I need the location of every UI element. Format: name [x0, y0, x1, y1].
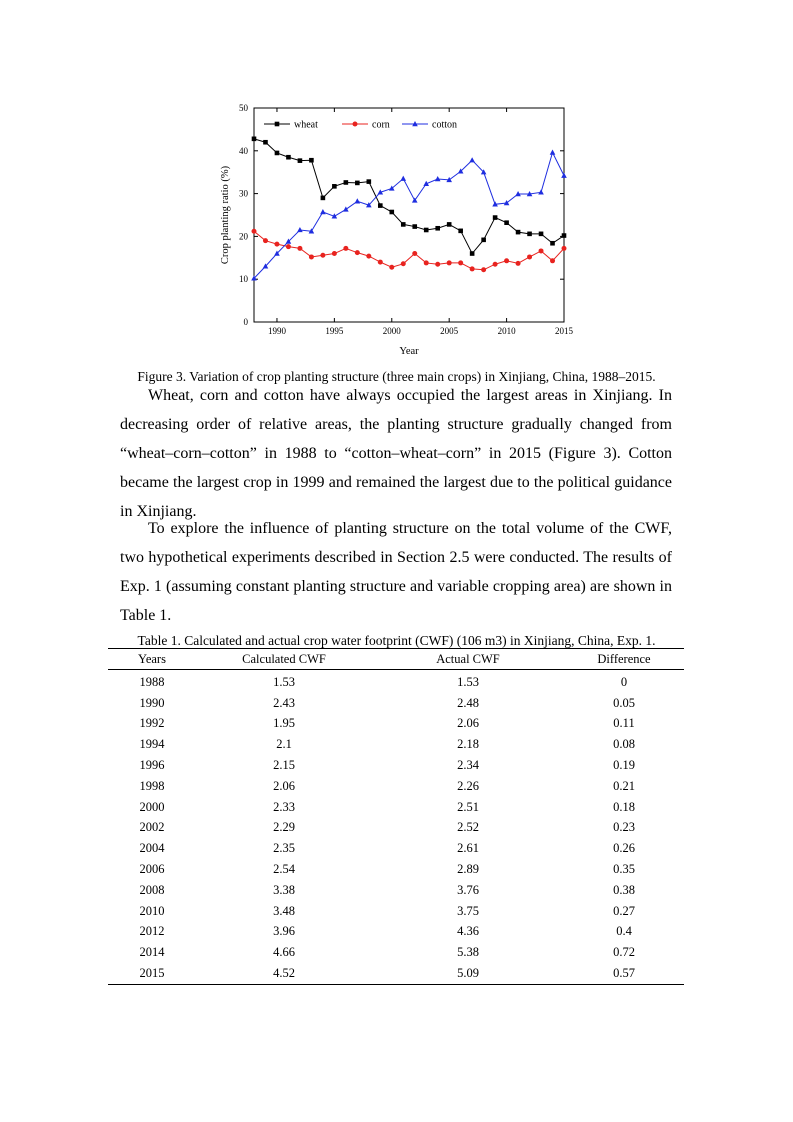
- x-tick-label: 2010: [497, 326, 516, 336]
- table-row: [108, 880, 684, 901]
- data-point-wheat: [458, 229, 463, 234]
- cell-difference: 0.4: [616, 924, 632, 939]
- cell-actual-cwf: 2.51: [457, 799, 479, 814]
- data-point-corn: [297, 246, 302, 251]
- data-point-corn: [332, 251, 337, 256]
- y-tick-label: 40: [239, 145, 248, 156]
- x-axis-label: Year: [399, 346, 419, 357]
- table-row: [108, 776, 684, 797]
- data-point-corn: [424, 260, 429, 265]
- legend: [264, 120, 457, 131]
- series-corn: [252, 229, 567, 273]
- cell-year: 1994: [139, 737, 165, 752]
- data-point-cotton: [343, 206, 349, 211]
- data-point-wheat: [550, 241, 555, 246]
- cell-actual-cwf: 2.18: [457, 737, 479, 752]
- cell-actual-cwf: 2.52: [457, 820, 479, 835]
- cell-year: 1998: [139, 778, 165, 793]
- plot-frame: [254, 108, 564, 322]
- data-point-wheat: [481, 238, 486, 243]
- header-actual-cwf: Actual CWF: [372, 649, 564, 670]
- data-point-wheat: [539, 232, 544, 237]
- x-tick-label: 2000: [382, 326, 401, 336]
- data-point-corn: [378, 260, 383, 265]
- cell-difference: 0.72: [613, 945, 635, 960]
- cell-calculated-cwf: 2.1: [276, 737, 292, 752]
- cell-calculated-cwf: 2.06: [273, 778, 295, 793]
- cell-actual-cwf: 2.26: [457, 778, 479, 793]
- data-point-wheat: [378, 203, 383, 208]
- header-difference: Difference: [564, 649, 684, 670]
- cell-difference: 0.05: [613, 695, 635, 710]
- data-point-corn: [286, 244, 291, 249]
- data-point-cotton: [355, 198, 361, 203]
- legend-label-wheat: wheat: [294, 119, 318, 131]
- cell-calculated-cwf: 2.33: [273, 799, 295, 814]
- data-point-wheat: [389, 210, 394, 215]
- cell-year: 2000: [139, 799, 165, 814]
- data-point-wheat: [355, 181, 360, 186]
- cell-year: 2010: [139, 903, 165, 918]
- cell-calculated-cwf: 3.96: [273, 924, 295, 939]
- cell-difference: 0.11: [613, 716, 635, 731]
- cell-year: 2014: [139, 945, 165, 960]
- cell-year: 2012: [139, 924, 165, 939]
- data-point-corn: [516, 261, 521, 266]
- data-point-corn: [401, 261, 406, 266]
- legend-label-corn: corn: [372, 119, 390, 131]
- data-point-wheat: [298, 158, 303, 163]
- data-point-wheat: [344, 180, 349, 185]
- cell-difference: 0: [620, 674, 628, 689]
- data-point-corn: [252, 229, 257, 234]
- cell-difference: 0.26: [613, 841, 635, 856]
- data-point-corn: [458, 260, 463, 265]
- data-point-corn: [435, 262, 440, 267]
- table-row: [108, 714, 684, 735]
- data-point-cotton: [435, 176, 441, 181]
- cell-difference: 0.19: [613, 758, 635, 773]
- data-point-corn: [412, 251, 417, 256]
- y-tick-label: 30: [239, 188, 248, 199]
- cell-difference: 0.23: [613, 820, 635, 835]
- data-point-wheat: [504, 220, 509, 225]
- cell-year: 2008: [139, 882, 165, 897]
- data-point-cotton: [469, 157, 475, 162]
- cell-difference: 0.57: [564, 963, 684, 984]
- header-calculated-cwf: Calculated CWF: [196, 649, 372, 670]
- table-row: [108, 797, 684, 818]
- data-point-cotton: [400, 176, 406, 181]
- data-point-corn: [274, 242, 279, 247]
- data-point-wheat: [286, 155, 291, 160]
- legend-label-cotton: cotton: [432, 119, 457, 131]
- data-point-wheat: [412, 224, 417, 229]
- data-point-corn: [539, 248, 544, 253]
- cell-calculated-cwf: 4.52: [196, 963, 372, 984]
- cell-calculated-cwf: 3.48: [273, 903, 295, 918]
- x-tick-label: 1995: [325, 326, 344, 336]
- table-row: [108, 838, 684, 859]
- y-tick-label: 50: [239, 103, 248, 113]
- table-body: [108, 670, 684, 985]
- data-point-wheat: [435, 226, 440, 231]
- data-point-wheat: [309, 158, 314, 163]
- table-caption: Table 1. Calculated and actual crop water footprint (CWF) (106 m3) in Xinjiang, China, Exp. 1.: [137, 633, 656, 648]
- data-point-corn: [481, 267, 486, 272]
- table-row: [108, 922, 684, 943]
- table-row: [108, 901, 684, 922]
- cwf-table: [108, 648, 684, 985]
- legend-marker-wheat: [275, 122, 280, 127]
- series-cotton: [251, 150, 567, 281]
- cell-actual-cwf: 3.75: [457, 903, 479, 918]
- cell-year: 1996: [139, 758, 165, 773]
- data-point-corn: [504, 258, 509, 263]
- y-tick-label: 20: [239, 231, 248, 242]
- data-point-wheat: [562, 233, 567, 238]
- cell-calculated-cwf: 2.29: [273, 820, 295, 835]
- paragraph-2: To explore the influence of planting structure on the total volume of the CWF, two hypothetical experiments described in Section 2.5 were conducted. The results of Exp. 1 (assuming constant planting structure and variable cropping area) are shown in Table 1.: [120, 520, 672, 624]
- cell-calculated-cwf: 2.15: [273, 758, 295, 773]
- cell-year: 1988: [139, 674, 165, 689]
- table-row: [108, 734, 684, 755]
- data-point-wheat: [321, 196, 326, 201]
- data-point-corn: [447, 260, 452, 265]
- data-point-corn: [343, 246, 348, 251]
- x-tick-label: 2005: [440, 326, 459, 336]
- data-point-corn: [562, 246, 567, 251]
- data-point-corn: [355, 250, 360, 255]
- data-point-wheat: [527, 232, 532, 237]
- data-point-corn: [320, 253, 325, 258]
- cell-year: 1992: [139, 716, 165, 731]
- data-point-corn: [493, 262, 498, 267]
- table-row: [108, 755, 684, 776]
- crop-planting-chart: [212, 100, 582, 362]
- header-years: Years: [108, 649, 196, 670]
- cell-actual-cwf: 2.06: [457, 716, 479, 731]
- table-row: [108, 963, 684, 984]
- cell-actual-cwf: 2.89: [457, 862, 479, 877]
- cell-actual-cwf: 2.48: [457, 695, 479, 710]
- data-point-corn: [389, 265, 394, 270]
- cell-calculated-cwf: 2.54: [273, 862, 295, 877]
- table-row: [108, 818, 684, 839]
- cell-calculated-cwf: 1.95: [273, 716, 295, 731]
- data-point-cotton: [297, 227, 303, 232]
- data-point-corn: [366, 254, 371, 259]
- cell-difference: 0.08: [613, 737, 635, 752]
- paragraph-1: Wheat, corn and cotton have always occupied the largest areas in Xinjiang. In decreasing order of relative areas, the planting structure gradually changed from “wheat–corn–cotton” in 1988 to “cotton–wheat–corn” in 2015 (Figure 3). Cotton became the largest crop in 1999 and remained the largest due to the political guidance in Xinjiang.: [120, 387, 672, 520]
- data-point-corn: [309, 254, 314, 259]
- cell-calculated-cwf: 1.53: [273, 674, 295, 689]
- data-point-wheat: [401, 222, 406, 227]
- data-point-wheat: [263, 140, 268, 145]
- cell-calculated-cwf: 2.35: [273, 841, 295, 856]
- data-point-wheat: [424, 228, 429, 233]
- cell-difference: 0.21: [613, 778, 635, 793]
- y-tick-label: 0: [243, 317, 248, 327]
- cell-actual-cwf: 5.09: [372, 963, 564, 984]
- cell-actual-cwf: 2.34: [457, 758, 479, 773]
- cell-actual-cwf: 3.76: [457, 882, 479, 897]
- legend-marker-corn: [353, 122, 358, 127]
- table-row: [108, 942, 684, 963]
- data-point-cotton: [504, 200, 510, 205]
- data-point-wheat: [332, 184, 337, 189]
- data-point-wheat: [275, 151, 280, 156]
- cell-calculated-cwf: 2.43: [273, 695, 295, 710]
- x-tick-label: 1990: [267, 326, 286, 336]
- table-row: [108, 670, 684, 693]
- cell-actual-cwf: 2.61: [457, 841, 479, 856]
- data-point-wheat: [367, 179, 372, 184]
- figure-caption: Figure 3. Variation of crop planting structure (three main crops) in Xinjiang, China, 1988–2015.: [137, 369, 656, 384]
- table-row: [108, 859, 684, 880]
- data-point-corn: [527, 254, 532, 259]
- cell-difference: 0.35: [613, 862, 635, 877]
- cell-year: 2004: [139, 841, 165, 856]
- data-point-corn: [550, 258, 555, 263]
- cell-difference: 0.27: [613, 903, 635, 918]
- cell-year: 2006: [139, 862, 165, 877]
- series-line-cotton: [254, 153, 564, 279]
- data-point-corn: [470, 266, 475, 271]
- cell-actual-cwf: 4.36: [457, 924, 479, 939]
- y-axis-label: Crop planting ratio (%): [220, 165, 231, 265]
- data-point-wheat: [252, 137, 257, 142]
- data-point-cotton: [561, 173, 567, 178]
- y-tick-label: 10: [239, 274, 248, 285]
- cell-year: 2015: [108, 963, 196, 984]
- data-point-wheat: [516, 230, 521, 235]
- cell-calculated-cwf: 3.38: [273, 882, 295, 897]
- cell-difference: 0.18: [613, 799, 635, 814]
- table-row: [108, 693, 684, 714]
- data-point-cotton: [550, 150, 556, 155]
- data-point-wheat: [470, 251, 475, 256]
- data-point-cotton: [320, 209, 326, 214]
- table-header-row: [108, 649, 684, 670]
- cell-actual-cwf: 1.53: [457, 674, 479, 689]
- data-point-corn: [263, 238, 268, 243]
- cell-year: 2002: [139, 820, 165, 835]
- data-point-cotton: [538, 189, 544, 194]
- cell-actual-cwf: 5.38: [457, 945, 479, 960]
- cell-calculated-cwf: 4.66: [273, 945, 295, 960]
- cell-difference: 0.38: [613, 882, 635, 897]
- data-point-wheat: [447, 222, 452, 227]
- cell-year: 1990: [139, 695, 165, 710]
- x-tick-label: 2015: [555, 326, 573, 336]
- data-point-wheat: [493, 215, 498, 220]
